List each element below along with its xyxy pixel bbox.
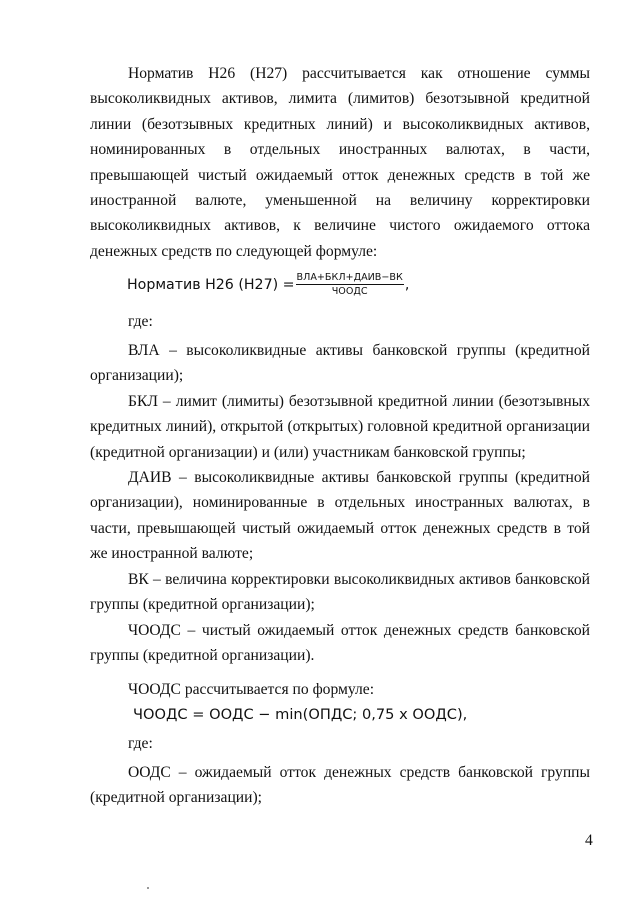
definition-bkl: БКЛ – лимит (лимиты) безотзывной кредитной линии (безотзывных кредитных линий), открытой (открытых) головной кредитной организации (кредитной организации) и (или) участникам банковской группы; [90,393,590,461]
choods-calc-text: ЧООДС рассчитывается по формуле: [128,681,375,698]
where-label-2: где: [128,735,153,752]
scan-speck [147,887,149,889]
formula-suffix: , [404,276,410,293]
definition-vk: ВК – величина корректировки высоколиквидных активов банковской группы (кредитной организации); [90,571,590,614]
definition-choods: ЧООДС – чистый ожидаемый отток денежных средств банковской группы (кредитной организации). [90,622,590,665]
definition-oods: ООДС – ожидаемый отток денежных средств банковской группы (кредитной организации); [90,764,590,807]
page-number: 4 [585,832,593,849]
definition-vla: ВЛА – высоколиквидные активы банковской группы (кредитной организации); [90,342,590,385]
formula-choods: ЧООДС = ООДС − min(ОПДС; 0,75 x ООДС), [133,706,468,723]
formula-lhs: Норматив Н26 (Н27) = [127,276,295,293]
formula-n26 [127,272,409,297]
intro-paragraph: Норматив Н26 (Н27) рассчитывается как отношение суммы высоколиквидных активов, лимита (лимитов) безотзывной кредитной линии (безотзывных кредитных линий) и высоколиквидных активов, номинированных в отдельных иностранных валютах, в части, превышающей чистый ожидаемый отток денежных средств в той же иностранной валюте, уменьшенной на величину корректировки высоколиквидных активов, к величине чистого ожидаемого оттока денежных средств по следующей формуле: [90,65,590,260]
formula-fraction [296,272,404,297]
formula-denominator: ЧООДС [331,286,368,297]
formula-numerator: ВЛА+БКЛ+ДАИВ−ВК [296,272,403,283]
where-label-1: где: [128,313,153,330]
definition-daiv: ДАИВ – высоколиквидные активы банковской группы (кредитной организации), номинированные в отдельных иностранных валютах, в части, превышающей чистый ожидаемый отток денежных средств в той же иностранной валюте; [90,469,590,563]
